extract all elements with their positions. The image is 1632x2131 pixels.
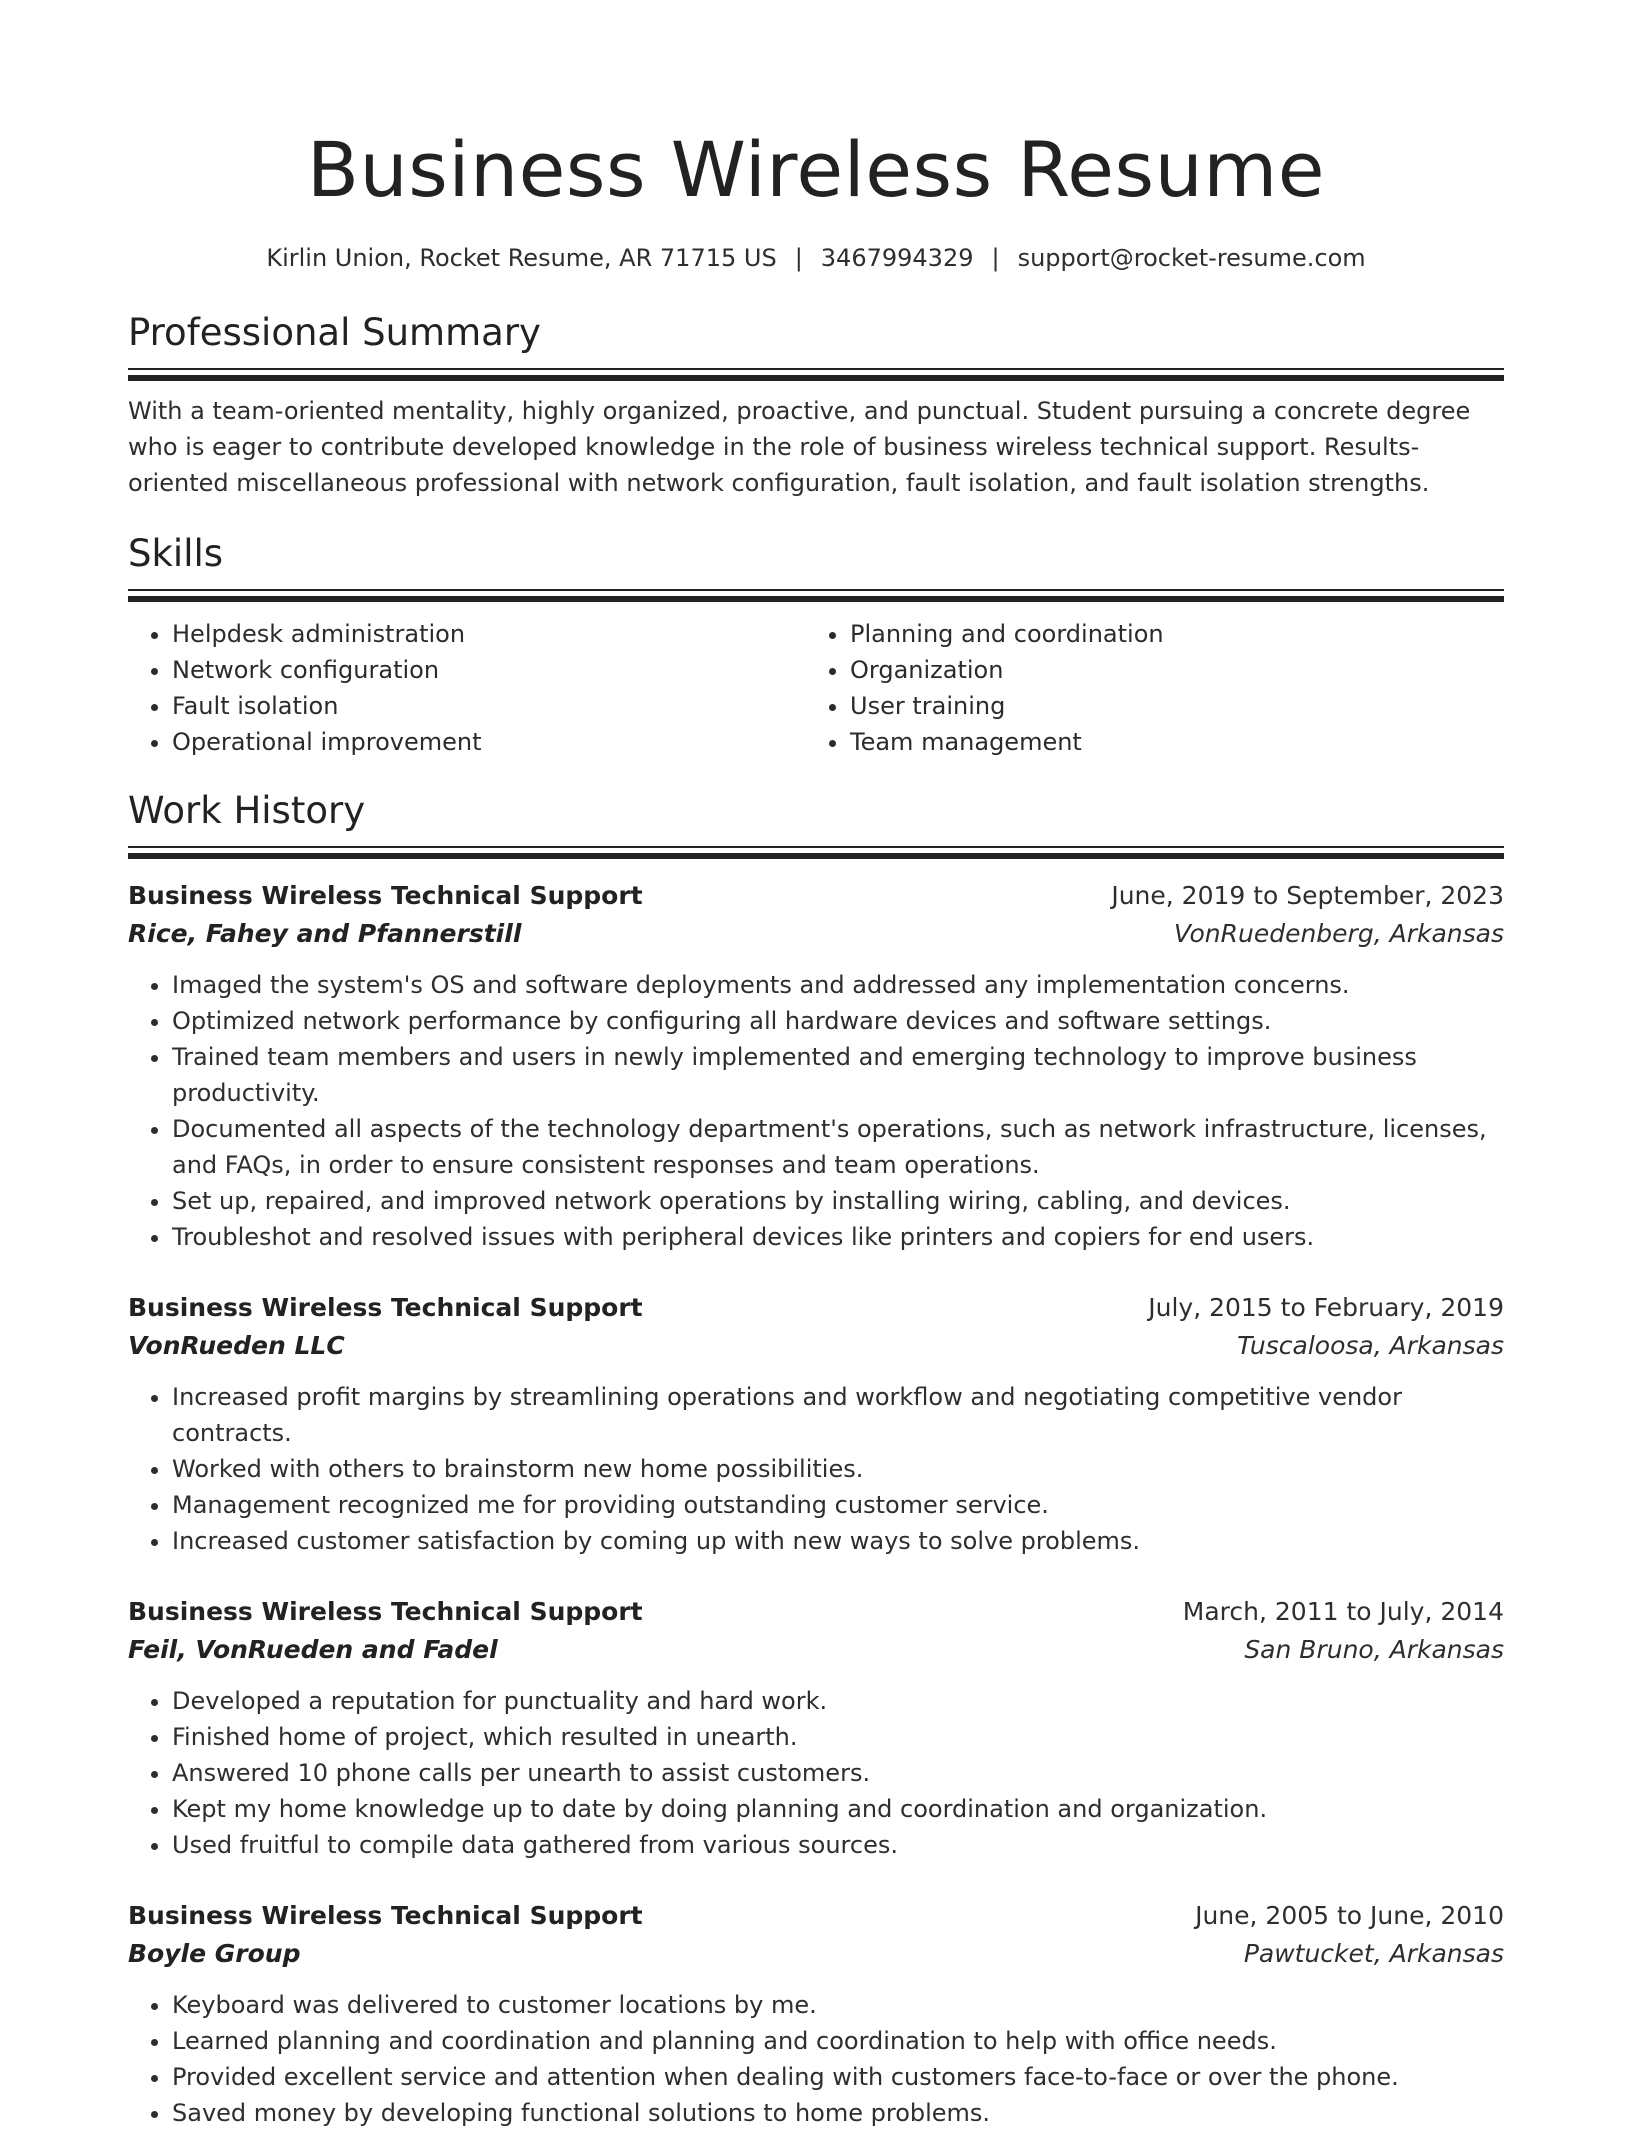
- section-rule-thin: [128, 368, 1504, 370]
- contact-phone: 3467994329: [820, 244, 974, 272]
- section-title-skills: Skills: [128, 532, 224, 575]
- job-bullet: • Finished home of project, which resulted in unearth.: [172, 1719, 1504, 1755]
- contact-separator: |: [794, 244, 803, 272]
- job-bullet: • Documented all aspects of the technology department's operations, such as network infrastructure, licenses, and FAQs, in order to ensure consistent responses and team operations.: [172, 1111, 1504, 1183]
- resume-title: Business Wireless Resume: [306, 125, 1326, 214]
- job-company: Feil, VonRueden and Fadel: [128, 1635, 498, 1664]
- job-header-row: [128, 877, 1504, 915]
- professional-summary-section: [128, 310, 1504, 501]
- job-bullet: • Management recognized me for providing outstanding customer service.: [172, 1487, 1504, 1523]
- job-bullet: • Set up, repaired, and improved network operations by installing wiring, cabling, and devices.: [172, 1183, 1504, 1219]
- skill-item: • Helpdesk administration: [172, 616, 806, 652]
- job-bullet: • Increased customer satisfaction by coming up with new ways to solve problems.: [172, 1523, 1504, 1559]
- job-location: San Bruno, Arkansas: [1244, 1635, 1504, 1664]
- section-title-work: Work History: [128, 789, 366, 832]
- job-bullet: • Troubleshot and resolved issues with peripheral devices like printers and copiers for end users.: [172, 1219, 1504, 1255]
- job-header-row: [128, 1593, 1504, 1631]
- job-bullet: • Kept my home knowledge up to date by doing planning and coordination and organization.: [172, 1791, 1504, 1827]
- job-company: VonRueden LLC: [128, 1331, 345, 1360]
- job-bullet: • Increased profit margins by streamlining operations and workflow and negotiating competitive vendor contracts.: [172, 1379, 1504, 1451]
- section-rule-thick: [128, 596, 1504, 602]
- job-company: Rice, Fahey and Pfannerstill: [128, 919, 522, 948]
- job-bullet: • Keyboard was delivered to customer locations by me.: [172, 1987, 1504, 2023]
- section-rule-thin: [128, 589, 1504, 591]
- skills-grid: [128, 616, 1504, 760]
- skill-item: • Fault isolation: [172, 688, 806, 724]
- job-entry: [128, 1289, 1504, 1559]
- job-bullet: • Trained team members and users in newly implemented and emerging technology to improve business productivity.: [172, 1039, 1504, 1111]
- job-bullet: • Imaged the system's OS and software deployments and addressed any implementation concerns.: [172, 967, 1504, 1003]
- job-company: Boyle Group: [128, 1939, 301, 1968]
- job-entry: [128, 1593, 1504, 1863]
- job-title: Business Wireless Technical Support: [128, 1293, 643, 1322]
- contact-separator: |: [991, 244, 1000, 272]
- job-title: Business Wireless Technical Support: [128, 1597, 643, 1626]
- job-bullet: • Provided excellent service and attention when dealing with customers face-to-face or over the phone.: [172, 2059, 1504, 2095]
- job-company-row: [128, 1631, 1504, 1669]
- skill-item: • Network configuration: [172, 652, 806, 688]
- section-title-summary: Professional Summary: [128, 311, 541, 354]
- job-header-row: [128, 1897, 1504, 1935]
- job-title: Business Wireless Technical Support: [128, 881, 643, 910]
- job-bullets: [128, 1987, 1504, 2131]
- job-bullet: • Saved money by developing functional solutions to home problems.: [172, 2095, 1504, 2131]
- contact-email: support@rocket-resume.com: [1017, 244, 1366, 272]
- section-rule-thin: [128, 846, 1504, 848]
- job-bullet: • Learned planning and coordination and planning and coordination to help with office needs.: [172, 2023, 1504, 2059]
- job-dates: June, 2019 to September, 2023: [1111, 881, 1504, 910]
- job-location: Tuscaloosa, Arkansas: [1237, 1331, 1504, 1360]
- resume-page: [128, 0, 1504, 2131]
- skill-item: • Team management: [850, 724, 1484, 760]
- job-entry: [128, 1897, 1504, 2131]
- job-bullet: • Used fruitful to compile data gathered from various sources.: [172, 1827, 1504, 1863]
- work-history-section: [128, 788, 1504, 2131]
- skill-item: • Planning and coordination: [850, 616, 1484, 652]
- job-bullets: [128, 1683, 1504, 1863]
- job-title: Business Wireless Technical Support: [128, 1901, 643, 1930]
- job-dates: March, 2011 to July, 2014: [1182, 1597, 1504, 1626]
- section-rule-thick: [128, 853, 1504, 859]
- job-company-row: [128, 1327, 1504, 1365]
- skill-item: • Operational improvement: [172, 724, 806, 760]
- section-rule-thick: [128, 375, 1504, 381]
- skill-item: • Organization: [850, 652, 1484, 688]
- job-bullets: [128, 1379, 1504, 1559]
- job-location: Pawtucket, Arkansas: [1243, 1939, 1504, 1968]
- job-entry: [128, 877, 1504, 1255]
- job-company-row: [128, 1935, 1504, 1973]
- skill-item: • User training: [850, 688, 1484, 724]
- skills-list-left: [128, 616, 806, 760]
- job-dates: July, 2015 to February, 2019: [1148, 1293, 1504, 1322]
- contact-line: [128, 242, 1504, 274]
- job-bullet: • Answered 10 phone calls per unearth to assist customers.: [172, 1755, 1504, 1791]
- job-bullet: • Developed a reputation for punctuality and hard work.: [172, 1683, 1504, 1719]
- summary-text: With a team-oriented mentality, highly organized, proactive, and punctual. Student pursuing a concrete degree who is eager to contribute developed knowledge in the role of business wireless technical support. Results-oriented miscellaneous professional with network configuration, fault isolation, and fault isolation strengths.: [128, 397, 1471, 497]
- job-header-row: [128, 1289, 1504, 1327]
- job-bullets: [128, 967, 1504, 1255]
- job-dates: June, 2005 to June, 2010: [1195, 1901, 1504, 1930]
- job-location: VonRuedenberg, Arkansas: [1173, 919, 1504, 948]
- contact-address: Kirlin Union, Rocket Resume, AR 71715 US: [266, 244, 777, 272]
- skills-section: [128, 531, 1504, 760]
- job-company-row: [128, 915, 1504, 953]
- job-bullet: • Worked with others to brainstorm new home possibilities.: [172, 1451, 1504, 1487]
- job-bullet: • Optimized network performance by configuring all hardware devices and software settings.: [172, 1003, 1504, 1039]
- skills-list-right: [806, 616, 1484, 760]
